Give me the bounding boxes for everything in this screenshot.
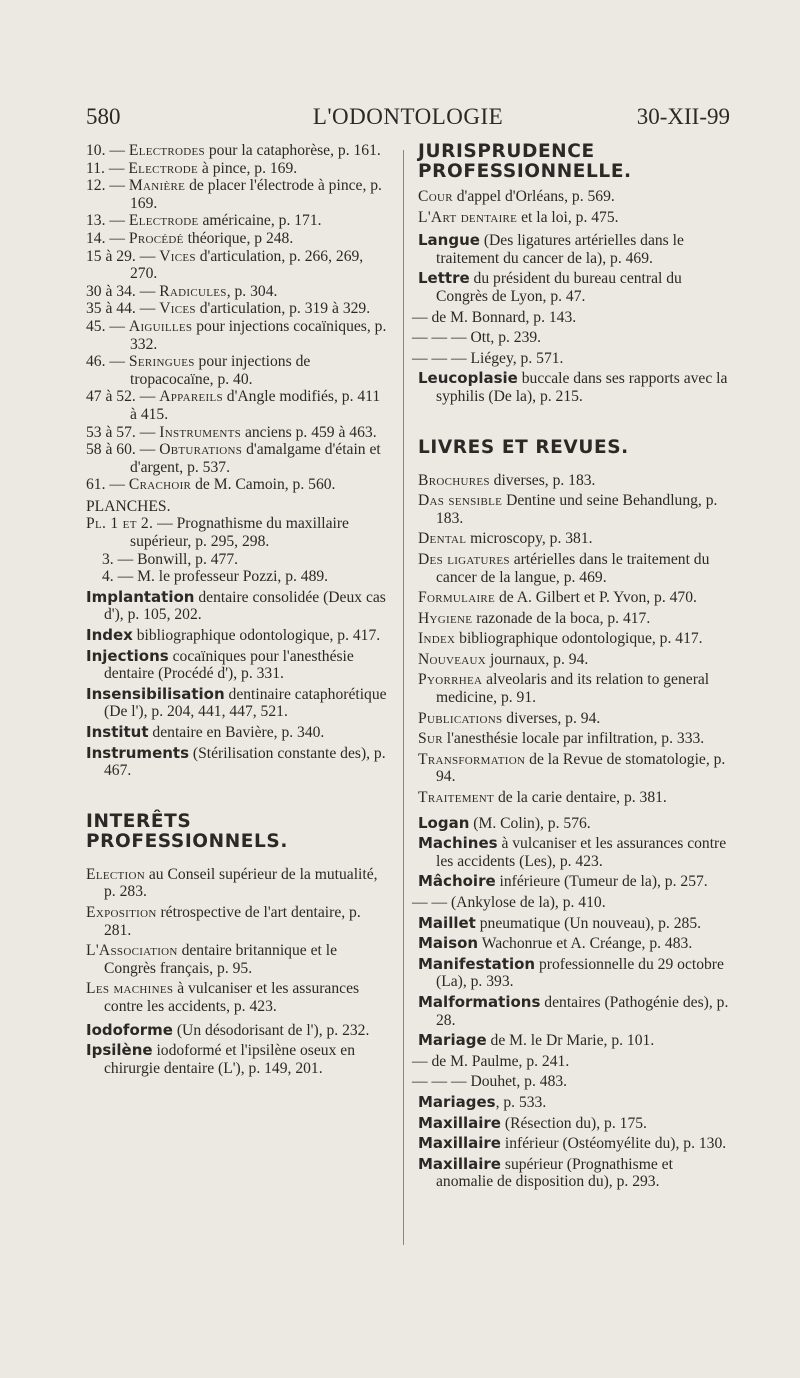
index-entry-text: , p. 533.	[495, 1093, 547, 1111]
right-column	[412, 141, 730, 1191]
jurisprudence-entry-head: L'Art dentaire	[418, 208, 518, 226]
figure-label: Seringues	[128, 353, 195, 371]
figure-text: pour injections cocaïniques, p. 332.	[130, 317, 387, 353]
index-entry-text: (Un désodorisant de l'), p. 232.	[172, 1021, 370, 1039]
index-entry	[418, 1135, 730, 1153]
figure-item: 12. — Manière de placer l'électrode à pince, p. 169.	[86, 177, 382, 212]
lettre-subentries	[412, 308, 730, 368]
figure-text: théorique, p 248.	[183, 229, 294, 247]
livres-entry-head: Sur	[418, 730, 443, 748]
index-entry-text: (M. Colin), p. 576.	[469, 814, 591, 832]
livres-entry-text: microscopy, p. 381.	[466, 530, 593, 548]
figure-item: 47 à 52. — Appareils d'Angle modifiés, p. 411 à 415.	[86, 388, 381, 423]
index-entry-head: Maxillaire	[418, 1113, 501, 1132]
livres-entry	[418, 671, 730, 706]
mariage-subentries	[412, 1052, 730, 1091]
livres-entry-text: artérielles dans le traitement du cancer de la langue, p. 469.	[436, 550, 710, 586]
index-entry-text: Wachonrue et A. Créange, p. 483.	[478, 935, 693, 953]
livres-entry-head: Index	[418, 630, 456, 648]
planche-item: 3. — Bonwill, p. 477.	[102, 550, 239, 568]
livres-entry-text: razonade de la boca, p. 417.	[472, 609, 651, 627]
index-entry-text: (Des ligatures artérielles dans le traitement du cancer de la), p. 469.	[436, 232, 684, 267]
livres-entry	[418, 610, 730, 628]
interets-entry-text: à vulcaniser et les assurances contre les accidents, p. 423.	[104, 980, 360, 1015]
figure-number: 10.	[86, 142, 106, 159]
page-number: 580	[86, 104, 121, 129]
index-entry-head: Logan	[418, 813, 470, 832]
livres-entry-head: Das sensible	[418, 492, 503, 510]
figure-list	[86, 142, 390, 494]
index-entries	[86, 589, 390, 780]
index-entry-head: Ipsilène	[86, 1041, 153, 1060]
livres-entry-head: Publications	[418, 709, 503, 727]
livres-entry	[418, 630, 730, 648]
interets-entry-text: rétrospective de l'art dentaire, p. 281.	[104, 903, 361, 939]
figure-text: à pince, p. 169.	[197, 159, 298, 177]
index-entry-text: du président du bureau central du Congrès de Lyon, p. 47.	[436, 270, 682, 305]
index-entry	[86, 724, 390, 742]
livres-entry-head: Dental	[418, 530, 467, 548]
figure-item: 30 à 34. — Radicules, p. 304.	[86, 282, 278, 300]
jurisprudence-entry	[418, 209, 730, 227]
planche-number: Pl. 1 et 2.	[86, 515, 154, 533]
figure-label: Radicules	[159, 282, 227, 300]
interets-entry-head: Exposition	[86, 903, 157, 921]
figure-text: américaine, p. 171.	[198, 212, 322, 230]
livres-entry-head: Pyorrhea	[418, 671, 483, 689]
index-entry-text: (Résection du), p. 175.	[500, 1114, 647, 1132]
jurisprudence-entry	[418, 188, 730, 206]
livres-entry-head: Brochures	[418, 471, 490, 489]
interets-entry-head: L'Association	[86, 942, 178, 960]
figure-label: Electrode	[128, 159, 198, 177]
jurisprudence-entry-text: d'appel d'Orléans, p. 569.	[452, 188, 615, 205]
mariage-sub	[412, 1073, 730, 1091]
livres-entry	[418, 651, 730, 669]
index-entry	[418, 815, 730, 833]
index-entry	[86, 648, 390, 683]
machoire-subentry	[412, 894, 730, 912]
index-entry	[418, 956, 730, 991]
interets-entry-head: Les machines	[86, 980, 174, 998]
planches-heading: PLANCHES.	[86, 497, 171, 515]
livres-entry	[418, 789, 730, 807]
figure-text: d'Angle modifiés, p. 411 à 415.	[130, 388, 381, 423]
interets-entry-text: dentaire britannique et le Congrès français, p. 95.	[104, 942, 338, 977]
lettre-sub	[412, 308, 730, 327]
figure-number: 11.	[86, 159, 105, 177]
figure-item: 61. — Crachoir de M. Camoin, p. 560.	[86, 476, 336, 494]
index-entry-text: dentaire en Bavière, p. 340.	[148, 724, 325, 741]
figure-text: anciens p. 459 à 463.	[241, 423, 377, 441]
figure-label: Vices	[159, 300, 196, 318]
index-entry-head: Mâchoire	[418, 872, 496, 891]
interets-entries	[86, 866, 390, 1016]
livres-entry-text: alveolaris and its relation to general medicine, p. 91.	[436, 671, 710, 707]
index-entry-head: Maxillaire	[418, 1154, 501, 1173]
index-entry-head: Institut	[86, 723, 149, 741]
index-entry-text: professionnelle du 29 octobre (La), p. 393.	[436, 955, 724, 991]
mariage-sub-text: — de M. Paulme, p. 241.	[412, 1052, 570, 1070]
index-entry-head: Maxillaire	[418, 1134, 501, 1153]
figure-text: , p. 304.	[226, 282, 278, 300]
index-entry-head: Langue	[418, 231, 480, 250]
figure-item: 45. — Aiguilles pour injections cocaïniques, p. 332.	[86, 317, 387, 353]
livres-entry-text: de la Revue de stomatologie, p. 94.	[436, 750, 726, 786]
section-title-jurisprudence: JURISPRUDENCE PROFESSIONNELLE.	[418, 141, 632, 182]
livres-entry-text: diverses, p. 183.	[489, 471, 596, 489]
index-entry-text: bibliographique odontologique, p. 417.	[132, 627, 381, 645]
index-entry	[418, 915, 730, 933]
index-entry-head: Maillet	[418, 913, 476, 932]
index-entries-m3	[418, 1094, 730, 1191]
figure-label: Obturations	[159, 441, 243, 459]
issue-date: 30-XII-99	[636, 104, 730, 129]
index-entry	[86, 627, 390, 645]
index-entry-head: Iodoforme	[86, 1020, 173, 1039]
column-divider	[403, 150, 404, 1245]
figure-number: 35 à 44.	[86, 300, 136, 318]
index-entry-text: dentaire consolidée (Deux cas d'), p. 105, 202.	[104, 588, 386, 624]
index-entry	[418, 835, 730, 870]
planche-item: Pl. 1 et 2. — Prognathisme du maxillaire supérieur, p. 295, 298.	[86, 515, 349, 551]
index-entry	[418, 1094, 730, 1112]
figure-text: d'amalgame d'étain et d'argent, p. 537.	[130, 441, 381, 476]
left-column	[86, 142, 390, 1077]
figure-text: de placer l'électrode à pince, p. 169.	[130, 177, 382, 212]
index-entry-head: Manifestation	[418, 954, 536, 973]
index-entry	[418, 935, 730, 953]
figure-number: 45.	[86, 317, 106, 335]
index-entry-text: cocaïniques pour l'anesthésie dentaire (Procédé d'), p. 331.	[104, 647, 354, 683]
livres-entry	[418, 710, 730, 728]
figure-text: de M. Camoin, p. 560.	[191, 476, 336, 494]
index-entry-text: inférieur (Ostéomyélite du), p. 130.	[500, 1135, 727, 1153]
livres-entry-head: Nouveaux	[418, 650, 487, 668]
jurisprudence-entry-text: et la loi, p. 475.	[517, 208, 619, 226]
livres-entry-text: de A. Gilbert et P. Yvon, p. 470.	[495, 589, 697, 607]
page-header	[86, 104, 730, 136]
index-entry-head: Maison	[418, 934, 479, 953]
figure-label: Crachoir	[128, 476, 192, 494]
figure-number: 12.	[86, 177, 106, 195]
index-entry	[418, 232, 730, 267]
figure-item: 58 à 60. — Obturations d'amalgame d'étain et d'argent, p. 537.	[86, 441, 381, 476]
index-entry-text: (Stérilisation constante des), p. 467.	[104, 744, 386, 780]
index-entry-text: de M. le Dr Marie, p. 101.	[486, 1032, 655, 1050]
interets-entry-text: au Conseil supérieur de la mutualité, p. 283.	[104, 865, 378, 901]
interets-entry	[86, 942, 390, 977]
interets-entry	[86, 980, 390, 1015]
index-entry-head: Machines	[418, 834, 498, 853]
lettre-sub-text: — — — Ott, p. 239.	[412, 329, 542, 347]
index-entry-head: Malformations	[418, 992, 541, 1011]
index-entry-head: Insensibilisation	[86, 684, 225, 703]
livres-entry-text: journaux, p. 94.	[486, 650, 589, 668]
index-entry	[418, 370, 730, 405]
index-entry	[418, 1156, 730, 1191]
index-entry-text: buccale dans ses rapports avec la syphilis (De la), p. 215.	[436, 370, 728, 405]
index-entry	[86, 1022, 390, 1040]
index-entries-m	[418, 815, 730, 891]
livres-entry-head: Transformation	[418, 750, 526, 768]
index-entry-text: pneumatique (Un nouveau), p. 285.	[475, 914, 702, 932]
figure-label: Aiguilles	[128, 317, 193, 335]
figure-text: pour injections de tropacocaïne, p. 40.	[130, 353, 311, 388]
planche-text: Bonwill, p. 477.	[137, 550, 239, 568]
index-entries-l	[418, 232, 730, 305]
index-entry-text: iodoformé et l'ipsilène oseux en chirurgie dentaire (L'), p. 149, 201.	[104, 1042, 356, 1077]
index-entry-head: Instruments	[86, 743, 190, 762]
jurisprudence-entries	[418, 188, 730, 226]
machoire-sub-text: — — (Ankylose de la), p. 410.	[412, 894, 606, 911]
interets-entry	[86, 904, 390, 939]
jurisprudence-entry-head: Cour	[418, 188, 453, 205]
figure-label: Appareils	[159, 388, 223, 406]
index-entry	[418, 873, 730, 891]
figure-label: Vices	[159, 247, 196, 265]
figure-label: Electrodes	[128, 142, 205, 159]
planche-text: M. le professeur Pozzi, p. 489.	[137, 568, 329, 586]
figure-number: 53 à 57.	[86, 423, 136, 441]
index-entry	[418, 1115, 730, 1133]
index-entry	[86, 686, 390, 721]
planche-item: 4. — M. le professeur Pozzi, p. 489.	[102, 568, 329, 586]
section-title-interets: INTERÊTS PROFESSIONNELS.	[86, 810, 288, 852]
interets-entry-head: Election	[86, 865, 145, 883]
mariage-sub-text: — — — Douhet, p. 483.	[412, 1073, 568, 1091]
interets-entry	[86, 866, 390, 901]
livres-entry-text: diverses, p. 94.	[502, 709, 601, 727]
livres-entry	[418, 589, 730, 607]
livres-entry-head: Formulaire	[418, 589, 496, 607]
index-entry	[86, 745, 390, 780]
figure-number: 13.	[86, 212, 106, 230]
index-entries-leucoplasie	[418, 370, 730, 405]
livres-entry	[418, 530, 730, 548]
figure-text: d'articulation, p. 266, 269, 270.	[130, 247, 364, 283]
figure-label: Procédé	[128, 229, 184, 247]
livres-entry	[418, 730, 730, 748]
section-title-livres: LIVRES ET REVUES.	[418, 436, 629, 458]
index-entry-head: Injections	[86, 646, 169, 665]
index-entry-text: dentinaire cataphorétique (De l'), p. 204, 441, 447, 521.	[104, 685, 387, 721]
planche-number: 4.	[102, 568, 114, 586]
index-entry-head: Lettre	[418, 269, 470, 288]
index-entries-m2	[418, 915, 730, 1050]
figure-number: 15 à 29.	[86, 247, 136, 265]
livres-entry	[418, 751, 730, 786]
figure-item: 15 à 29. — Vices d'articulation, p. 266, 269, 270.	[86, 247, 364, 283]
livres-entry-text: Dentine und seine Behandlung, p. 183.	[436, 492, 718, 527]
livres-entries	[418, 472, 730, 807]
figure-item: 53 à 57. — Instruments anciens p. 459 à 463.	[86, 423, 377, 441]
index-entry-text: supérieur (Prognathisme et anomalie de disposition du), p. 293.	[436, 1155, 673, 1191]
figure-item: 14. — Procédé théorique, p 248.	[86, 229, 294, 247]
figure-label: Instruments	[159, 423, 242, 441]
index-entry-head: Mariages	[418, 1092, 496, 1111]
livres-entry-head: Hygiene	[418, 609, 473, 627]
index-entry-text: à vulcaniser et les assurances contre les accidents (Les), p. 423.	[436, 835, 727, 870]
index-entry-text: dentaires (Pathogénie des), p. 28.	[436, 993, 729, 1029]
figure-number: 61.	[86, 476, 106, 494]
livres-entry	[418, 472, 730, 490]
figure-item: 35 à 44. — Vices d'articulation, p. 319 à 329.	[86, 300, 371, 318]
figure-number: 30 à 34.	[86, 282, 136, 300]
planches-list	[86, 515, 390, 585]
figure-text: d'articulation, p. 319 à 329.	[195, 300, 371, 318]
livres-entry-text: de la carie dentaire, p. 381.	[494, 789, 667, 807]
journal-title: L'ODONTOLOGIE	[312, 104, 504, 129]
index-entry	[418, 1032, 730, 1050]
index-entry	[86, 1042, 390, 1077]
index-entry	[86, 589, 390, 624]
figure-number: 14.	[86, 229, 106, 247]
figure-label: Electrode	[128, 212, 199, 230]
index-entry	[418, 270, 730, 305]
index-entry	[418, 994, 730, 1029]
livres-entry-head: Traitement	[418, 789, 495, 807]
lettre-sub	[412, 349, 730, 368]
figure-item: 11. — Electrode à pince, p. 169.	[86, 159, 298, 177]
mariage-sub	[412, 1052, 730, 1071]
figure-number: 46.	[86, 353, 106, 371]
index-entry-head: Mariage	[418, 1031, 487, 1050]
figure-text: pour la cataphorèse, p. 161.	[204, 142, 381, 159]
lettre-sub	[412, 329, 730, 347]
figure-label: Manière	[128, 177, 186, 195]
index-entries-2	[86, 1022, 390, 1078]
figure-item: 13. — Electrode américaine, p. 171.	[86, 212, 322, 230]
figure-number: 58 à 60.	[86, 441, 136, 459]
index-entry-head: Implantation	[86, 587, 195, 606]
figure-item: 46. — Seringues pour injections de tropacocaïne, p. 40.	[86, 353, 311, 388]
planche-text: Prognathisme du maxillaire supérieur, p. 295, 298.	[130, 515, 349, 551]
livres-entry-text: l'anesthésie locale par infiltration, p. 333.	[442, 730, 705, 748]
planche-number: 3.	[102, 550, 114, 568]
index-entry-head: Index	[86, 626, 133, 645]
livres-entry	[418, 492, 730, 527]
machoire-sub	[412, 894, 730, 912]
figure-number: 47 à 52.	[86, 388, 136, 406]
livres-entry-text: bibliographique odontologique, p. 417.	[455, 630, 703, 648]
lettre-sub-text: — — — Liégey, p. 571.	[412, 349, 564, 367]
figure-item: 10. — Electrodes pour la cataphorèse, p. 161.	[86, 142, 381, 159]
index-entry-text: inférieure (Tumeur de la), p. 257.	[495, 873, 708, 891]
livres-entry	[418, 551, 730, 586]
livres-entry-head: Des ligatures	[418, 550, 510, 568]
index-entry-head: Leucoplasie	[418, 369, 518, 388]
lettre-sub-text: — de M. Bonnard, p. 143.	[412, 308, 577, 326]
